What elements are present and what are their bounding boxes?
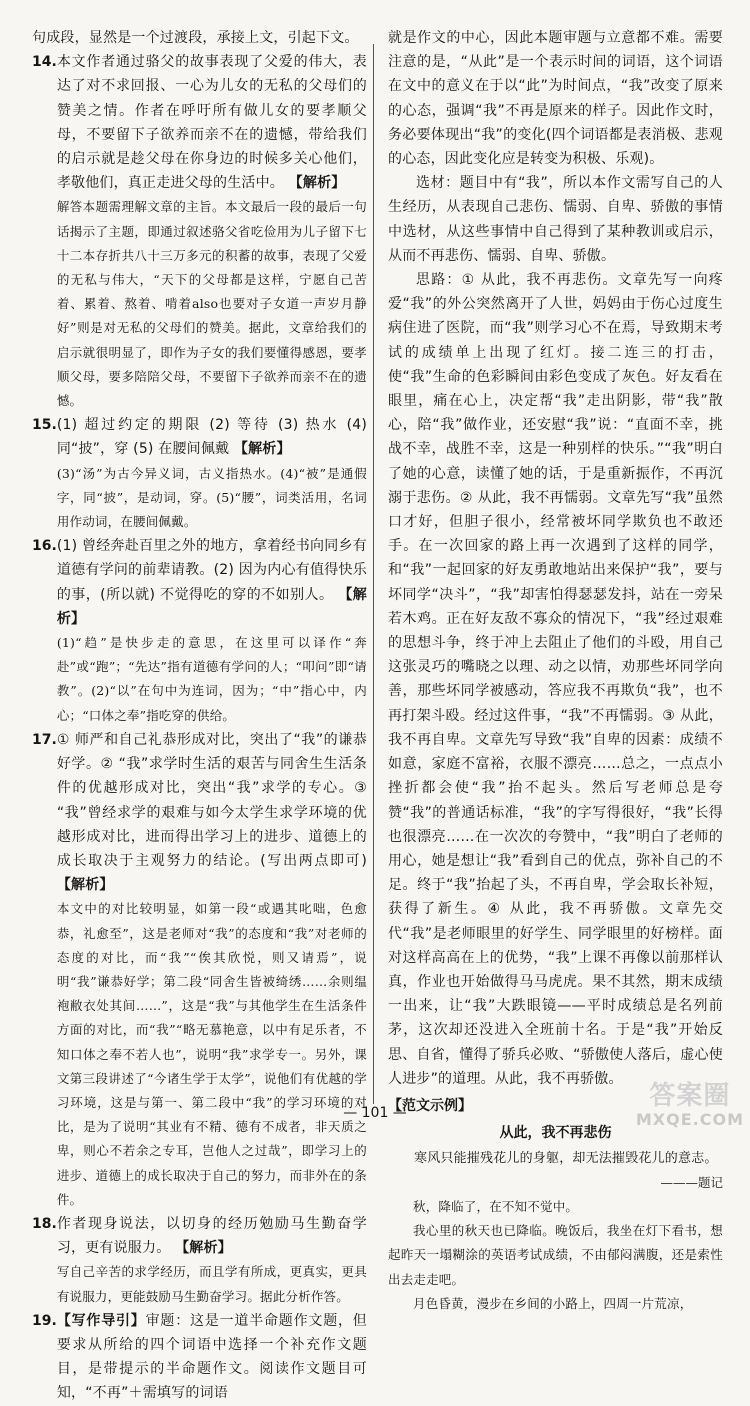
question-15	[32, 413, 367, 534]
question-number: 17.	[32, 731, 57, 748]
analysis-text: (3)“汤”为古今异义词，古义指热水。(4)“被”是通假字，同“披”，是动词，穿。(5)“腰”，词类活用，名词用作动词，在腰间佩戴。	[56, 465, 367, 530]
epigraph-signoff: ———题记	[660, 1174, 723, 1190]
essay-paragraph: 秋，降临了，在不知不觉中。	[413, 1198, 579, 1214]
continued-text: 就是作文的中心，因此本题审题与立意都不难。需要注意的是，“从此”是一个表示时间的词语，这个词语在文中的意义在于以“此”为时间点，“我”改变了原来的心态，强调“我”不再是原来的样子。因此作文时，务必要体现出“我”的变化(四个词语都是表消极、悲观的心态，因此变化应是转变为积极、乐观)。	[388, 30, 723, 168]
answer-text: 作者现身说法，以切身的经历勉励马生勤奋学习，更有说服力。 【解析】	[56, 1215, 367, 1257]
writing-approach: 思路：① 从此，我不再悲伤。文章先写一向疼爱“我”的外公突然离开了人世，妈妈由于伤心过度生病住进了医院，而“我”则学习心不在焉，导致期末考试的成绩单上出现了红灯。接二连三的打击，使“我”生命的色彩瞬间由彩色变成了灰色。好友看在眼里，痛在心上，决定帮“我”走出阴影，带“我”散心，陪“我”做作业，还安慰“我”说：“直面不幸，挑战不幸，战胜不幸，这是一种别样的快乐。”“我”明白了她的心意，读懂了她的话，于是重新振作，不再沉溺于悲伤。② 从此，我不再懦弱。文章先写“我”虽然口才好，但胆子很小，经常被坏同学欺负也不敢还手。在一次回家的路上再一次遇到了这样的同学，和“我”一起回家的好友勇敢地站出来保护“我”，要与坏同学“决斗”，“我”却害怕得瑟瑟发抖，站在一旁呆若木鸡。正在好友敌不寡众的情况下，“我”经过艰难的思想斗争，终于冲上去阻止了他们的斗殴，用自己这张灵巧的嘴晓之以理、动之以情，劝那些坏同学向善，那些坏同学被感动，答应我不再欺负“我”，也不再打架斗殴。经过这件事，“我”不再懦弱。③ 从此，我不再自卑。文章先写导致“我”自卑的因素：成绩不如意，家庭不富裕，衣服不漂亮……总之，一点点小挫折都会使“我”抬不起头。然后写老师总是夸赞“我”的普通话标准，“我”的字写得很好，“我”长得也很漂亮……在一次次的夸赞中，“我”明白了老师的用心，她是想让“我”看到自己的优点，弥补自己的不足。终于“我”抬起了头，不再自卑，学会取长补短，获得了新生。④ 从此，我不再骄傲。文章先交代“我”是老师眼里的好学生、同学眼里的好榜样。面对这样高高在上的优势，“我”上课不再像以前那样认真，作业也开始做得马马虎虎。果不其然，期末成绩一出来，让“我”大跌眼镜——平时成绩总是名列前茅，这次却还没进入全班前十名。于是“我”开始反思、自省，懂得了骄兵必败、“骄傲使人落后，虚心使人进步”的道理。从此，我不再骄傲。	[388, 272, 723, 1087]
question-14	[32, 50, 367, 413]
question-19	[32, 1309, 367, 1406]
answer-text: 【写作导引】审题：这是一道半命题作文题，但要求从所给的四个词语中选择一个补充作文题目，是带提示的半命题作文。阅读作文题目可知，“不再”＋需填写的词语	[56, 1312, 367, 1402]
watermark-url: MXQE.COM	[635, 1110, 744, 1129]
question-17	[32, 728, 367, 1212]
essay-title: 从此，我不再悲伤	[499, 1124, 612, 1141]
watermark-logo: 答案圈	[649, 1081, 731, 1111]
question-16	[32, 534, 367, 728]
answer-text: 本文作者通过骆父的故事表现了父爱的伟大，表达了对不求回报、一心为儿女的无私的父母们的赞美之情。作者在呼吁所有做儿女的要孝顺父母，不要留下子欲养而亲不在的遗憾，带给我们的启示就是趁父母在你身边的时候多关心他们，孝敬他们，真正走进父母的生活中。 【解析】	[56, 54, 367, 192]
page-number: — 101 —	[343, 1105, 407, 1121]
analysis-text: 本文中的对比较明显，如第一段“或遇其叱咄，色愈恭，礼愈至”，这是老师对“我”的态度和“我”对老师的态度的对比，而“我”“俟其欣悦，则又请焉”，说明“我”谦恭好学；第二段“同舍生皆被绮绣……余则缊袍敝衣处其间……”，这是“我”与其他学生在生活条件方面的对比，而“我”“略无慕艳意，以中有足乐者，不知口体之奉不若人也”，说明“我”求学专一。另外，课文第三段讲述了“今诸生学于太学”，说他们有优越的学习环境，这是与第一、第二段中“我”的学习环境的对比，是为了说明“其业有不精、德有不成者，非天质之卑，则心不若余之专耳，岂他人之过哉”，即学习上的进步、道德上的成长取决于自己的努力，而非外在的条件。	[56, 901, 367, 1207]
analysis-tag: 【解析】	[175, 1240, 232, 1257]
analysis-text: (1)“趋”是快步走的意思，在这里可以译作“奔赴”或“跑”；“先达”指有道德有学问的人；“叩问”即“请教”。(2)“以”在句中为连词，因为；“中”指心中，内心；“口体之奉”指吃穿的供给。	[56, 635, 367, 723]
answer-text: (1) 超过约定的期限 (2) 等待 (3) 热水 (4) 同“披”，穿 (5) 在腰间佩戴 【解析】	[56, 417, 367, 458]
question-number: 16.	[32, 538, 57, 555]
essay-paragraph: 月色昏黄，漫步在乡间的小路上，四周一片荒凉，	[413, 1295, 693, 1311]
question-number: 18.	[32, 1215, 57, 1232]
question-number: 15.	[32, 417, 57, 434]
column-divider	[373, 44, 374, 1104]
writing-guide-tag: 【写作导引】	[56, 1312, 146, 1329]
intro-line: 句成段，显然是一个过渡段，承接上文，引起下文。	[32, 30, 359, 46]
analysis-tag: 【解析】	[233, 441, 291, 458]
epigraph	[388, 1147, 723, 1171]
question-number: 14.	[32, 54, 57, 71]
analysis-tag: 【解析】	[288, 175, 346, 192]
analysis-text: 写自己辛苦的求学经历，而且学有所成，更真实，更具有说服力，更能鼓励马生勤奋学习。据此分析作答。	[56, 1264, 367, 1304]
answer-text: ① 师严和自己礼恭形成对比，突出了“我”的谦恭好学。② “我”求学时生活的艰苦与同舍生生活条件的优越形成对比，突出“我”求学的专心。③ “我”曾经求学的艰难与如今太学生求学环境的优越形成对比，进而得出学习上的进步、道德上的成长取决于主观努力的结论。(写出两点即可) 【解析】	[56, 731, 367, 894]
question-number: 19.	[32, 1312, 57, 1329]
site-watermark	[636, 1081, 744, 1129]
analysis-tag: 【解析】	[56, 586, 367, 627]
essay-paragraph: 我心里的秋天也已降临。晚饭后，我坐在灯下看书，想起昨天一塌糊涂的英语考试成绩，不由郁闷满腹，还是索性出去走走吧。	[388, 1223, 723, 1287]
left-column	[32, 26, 367, 1406]
analysis-tag: 【解析】	[56, 877, 114, 894]
material-selection: 选材：题目中有“我”，所以本作文需写自己的人生经历，从表现自己悲伤、懦弱、自卑、骄傲的事情中选材，从这些事情中自己得到了某种教训或启示，从而不再悲伤、懦弱、自卑、骄傲。	[388, 175, 723, 264]
sample-essay-tag: 【范文示例】	[388, 1097, 472, 1114]
epigraph-text: 寒风只能摧残花儿的身躯，却无法摧毁花儿的意志。	[414, 1150, 718, 1166]
analysis-text: 解答本题需理解文章的主旨。本文最后一段的最后一句话揭示了主题，即通过叙述骆父省吃俭用为儿子留下七十二本存折共八十三万多元的积蓄的故事，表现了父爱的无私与伟大，“天下的父母都是这样，宁愿自己苦着、累着、熬着、啃着also也要对子女道一声岁月静好”则是对无私的父母们的赞美。据此，文章给我们的启示就很明显了，即作为子女的我们要懂得感恩，要孝顺父母，要多陪陪父母，不要留下子欲养而亲不在的遗憾。	[56, 199, 367, 409]
answer-text: (1) 曾经奔赴百里之外的地方，拿着经书向同乡有道德有学问的前辈请教。(2) 因为内心有值得快乐的事，(所以就) 不觉得吃的穿的不如别人。 【解析】	[56, 538, 367, 627]
question-18	[32, 1212, 367, 1309]
